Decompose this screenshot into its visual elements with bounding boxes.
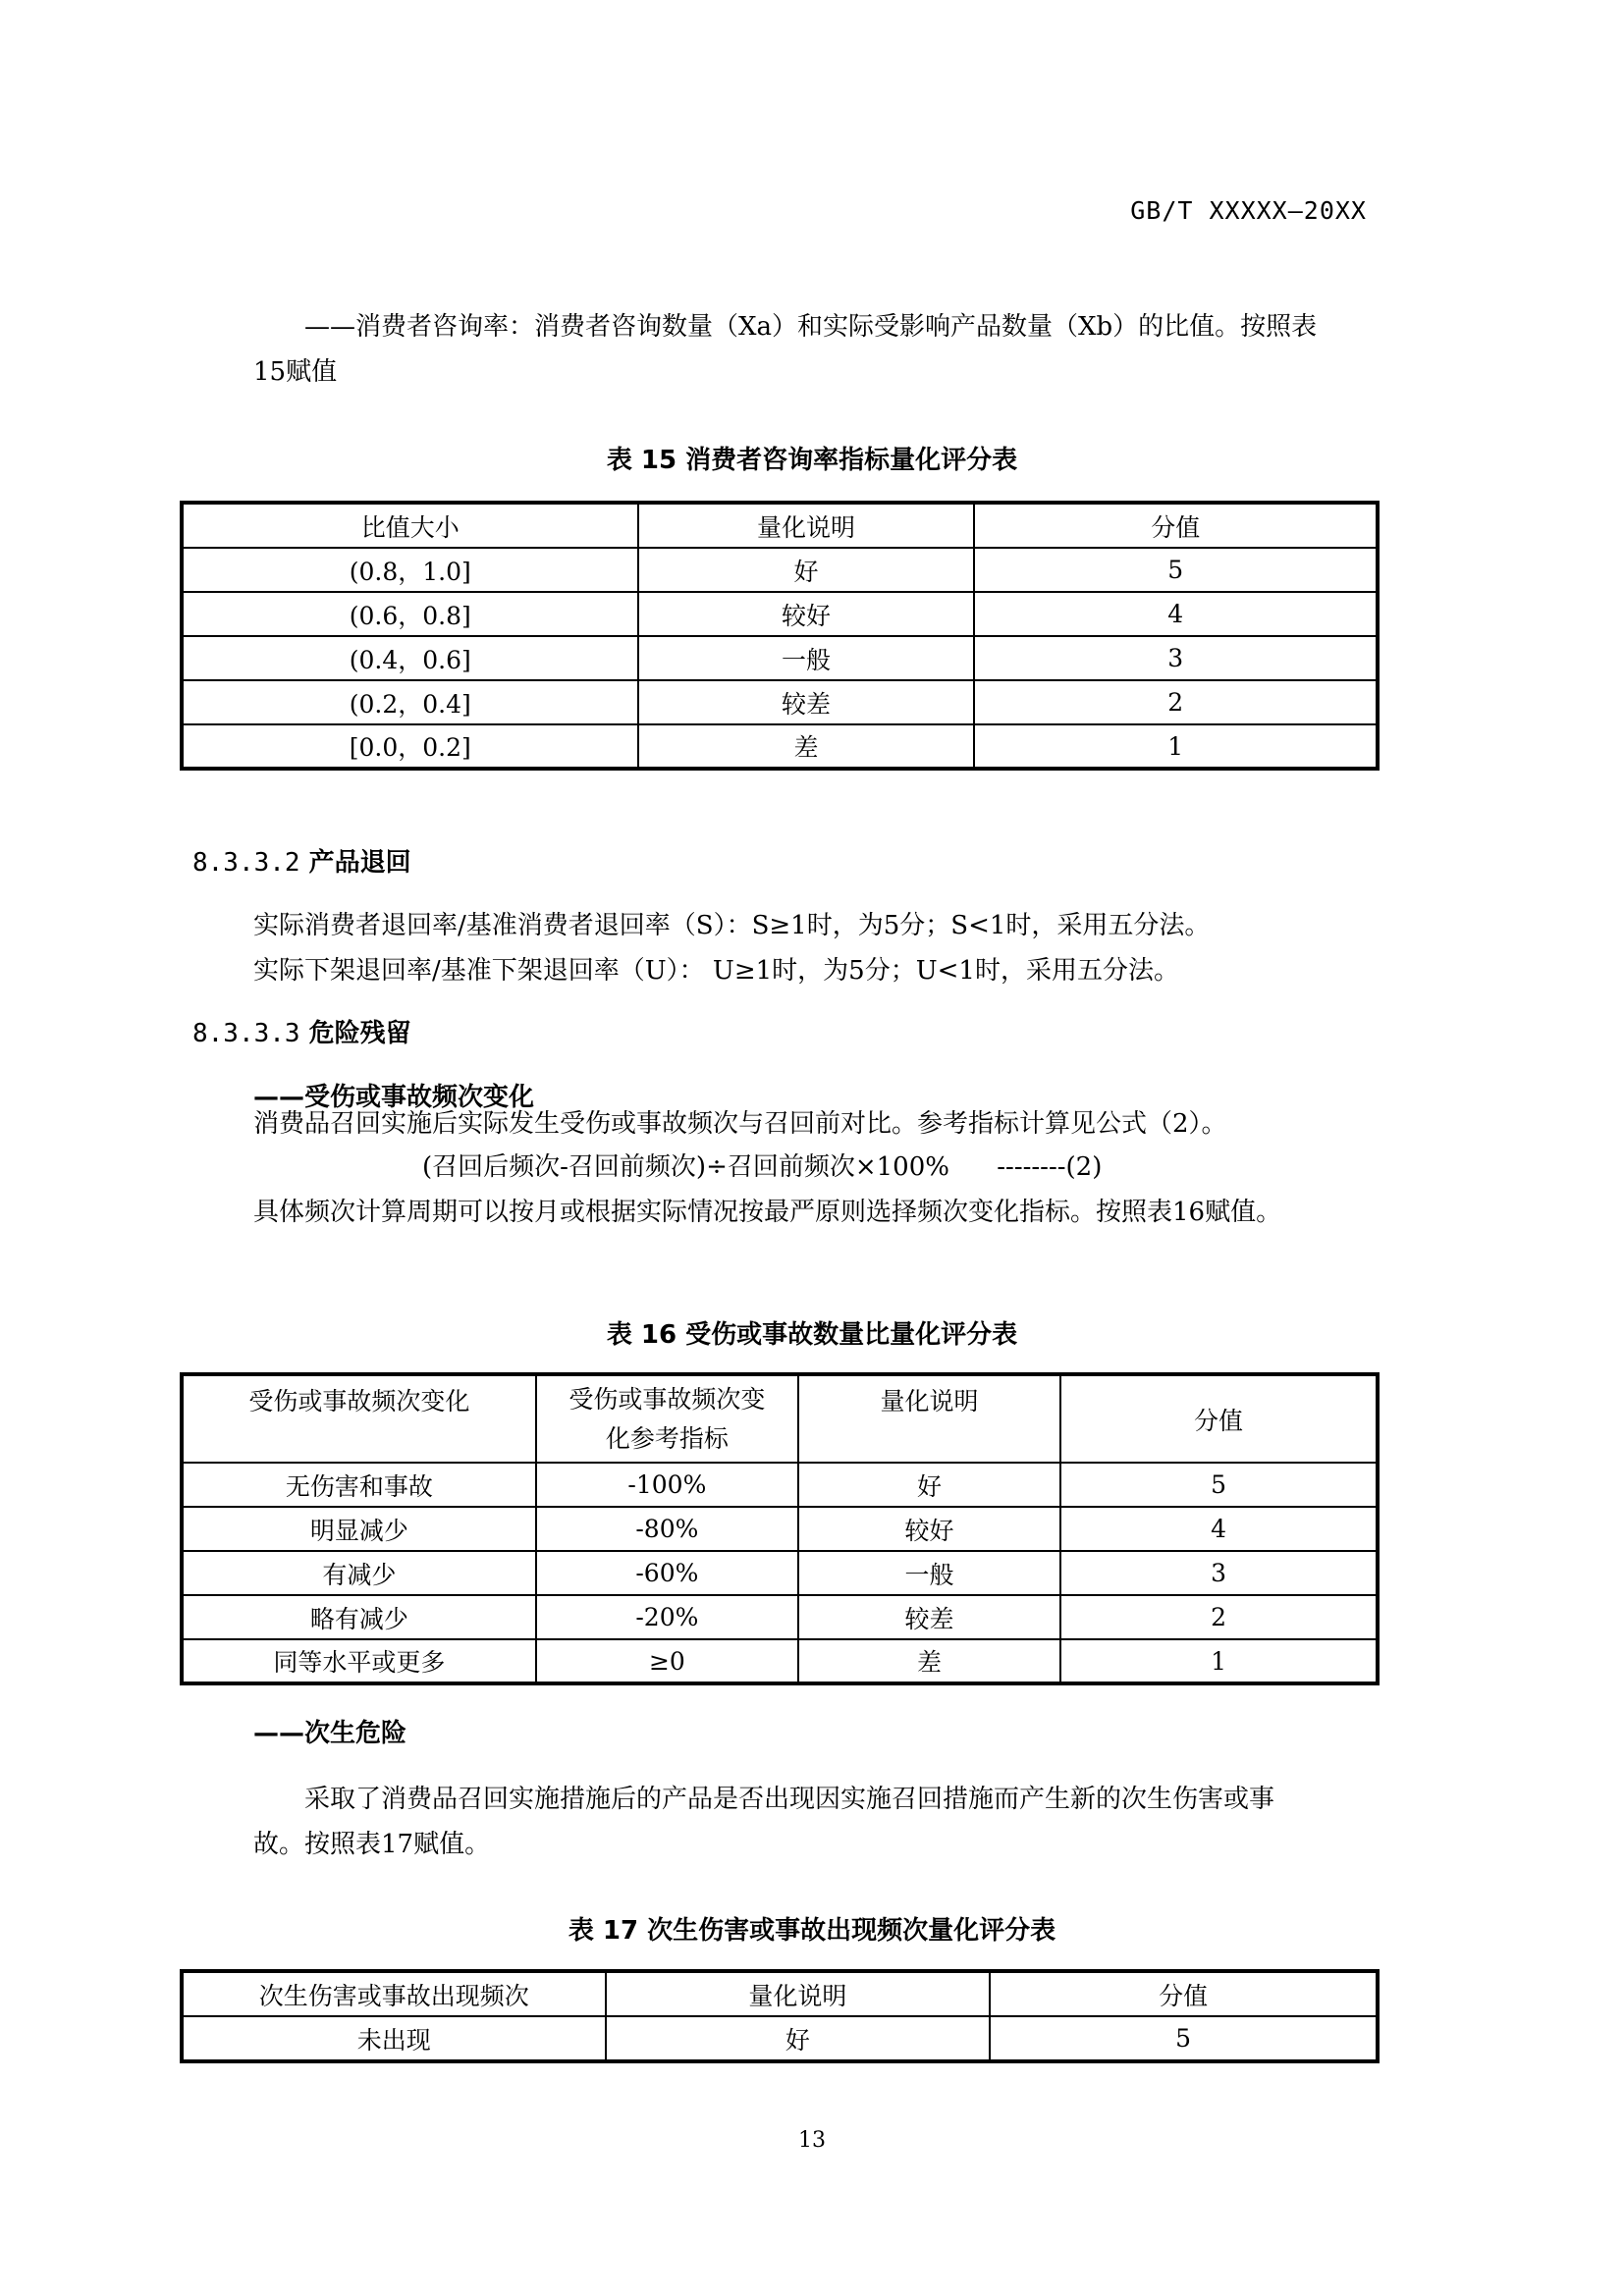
table-row: [182, 1595, 1378, 1639]
paragraph-line: 消费品召回实施后实际发生受伤或事故频次与召回前对比。参考指标计算见公式（2）。: [253, 1109, 1227, 1139]
column-header: 分值: [990, 1971, 1378, 2016]
table-cell: 一般: [798, 1551, 1060, 1595]
table-cell: ≥0: [536, 1639, 798, 1683]
table-row: [182, 724, 1378, 769]
paragraph-line: ——消费者咨询率：消费者咨询数量（Xa）和实际受影响产品数量（Xb）的比值。按照表: [304, 312, 1318, 342]
standard-code: GB/T XXXXX—20XX: [1130, 196, 1367, 225]
table-cell: 2: [974, 680, 1378, 724]
table-cell: 好: [606, 2016, 991, 2061]
table-cell: -100%: [536, 1463, 798, 1507]
paragraph-line: 实际消费者退回率/基准消费者退回率（S）：S≥1时，为5分；S<1时，采用五分法。: [253, 911, 1211, 940]
table-cell: 好: [798, 1463, 1060, 1507]
table-cell: 好: [638, 548, 975, 592]
column-header: 量化说明: [638, 503, 975, 548]
column-header: 量化说明: [606, 1971, 991, 2016]
section-title: 产品退回: [308, 848, 411, 878]
table-15: [180, 501, 1380, 771]
table-row: [182, 2016, 1378, 2061]
table-cell: (0.6，0.8]: [182, 592, 638, 636]
table-cell: 差: [638, 724, 975, 769]
table-row: [182, 680, 1378, 724]
table-cell: 5: [974, 548, 1378, 592]
subheading-secondary-hazard: ——次生危险: [253, 1719, 407, 1748]
table-cell: 3: [974, 636, 1378, 680]
column-header: 量化说明: [798, 1374, 1060, 1463]
table-cell: 2: [1060, 1595, 1378, 1639]
table-17-caption: 表 17 次生伤害或事故出现频次量化评分表: [568, 1916, 1056, 1946]
table-row: [182, 592, 1378, 636]
section-heading-8-3-3-2: [192, 842, 411, 879]
table-header-row: [182, 503, 1378, 548]
table-cell: 无伤害和事故: [182, 1463, 536, 1507]
table-cell: 较好: [638, 592, 975, 636]
formula-2: [422, 1147, 1102, 1183]
paragraph-line: 故。按照表17赋值。: [253, 1830, 491, 1859]
table-cell: (0.2，0.4]: [182, 680, 638, 724]
column-header-line: 受伤或事故频次变: [568, 1384, 766, 1414]
table-cell: 4: [974, 592, 1378, 636]
table-cell: -20%: [536, 1595, 798, 1639]
formula-expression: (召回后频次-召回前频次)÷召回前频次×100%: [422, 1152, 949, 1182]
table-header-row: [182, 1374, 1378, 1463]
paragraph-line: 采取了消费品召回实施措施后的产品是否出现因实施召回措施而产生新的次生伤害或事: [304, 1785, 1275, 1814]
column-header: [536, 1374, 798, 1463]
column-header: 比值大小: [182, 503, 638, 548]
section-number: 8.3.3.3: [192, 1019, 300, 1048]
section-title: 危险残留: [308, 1019, 411, 1048]
column-header: 受伤或事故频次变化: [182, 1374, 536, 1463]
table-header-row: [182, 1971, 1378, 2016]
formula-reference: --------(2): [997, 1152, 1103, 1182]
paragraph-secondary-hazard: [253, 1777, 1373, 1867]
table-cell: 较好: [798, 1507, 1060, 1551]
table-row: [182, 636, 1378, 680]
page-number: 13: [798, 2128, 826, 2153]
column-header-line: 化参考指标: [605, 1423, 729, 1453]
table-cell: 1: [974, 724, 1378, 769]
table-row: [182, 1507, 1378, 1551]
table-cell: 4: [1060, 1507, 1378, 1551]
table-cell: 1: [1060, 1639, 1378, 1683]
table-row: [182, 1639, 1378, 1683]
table-cell: 明显减少: [182, 1507, 536, 1551]
table-cell: -80%: [536, 1507, 798, 1551]
table-cell: 略有减少: [182, 1595, 536, 1639]
paragraph-line: 实际下架退回率/基准下架退回率（U）： U≥1时，为5分；U<1时，采用五分法。: [253, 956, 1179, 986]
table-cell: 未出现: [182, 2016, 606, 2061]
paragraph-line: 具体频次计算周期可以按月或根据实际情况按最严原则选择频次变化指标。按照表16赋值。: [253, 1198, 1282, 1227]
table-cell: (0.4，0.6]: [182, 636, 638, 680]
column-header: 分值: [1060, 1374, 1378, 1463]
table-cell: 同等水平或更多: [182, 1639, 536, 1683]
table-cell: 有减少: [182, 1551, 536, 1595]
table-cell: 3: [1060, 1551, 1378, 1595]
table-17: [180, 1969, 1380, 2063]
table-cell: -60%: [536, 1551, 798, 1595]
paragraph-consumer-inquiry: [253, 304, 1373, 395]
paragraph-line: 15赋值: [253, 357, 338, 387]
table-cell: 5: [990, 2016, 1378, 2061]
table-cell: (0.8，1.0]: [182, 548, 638, 592]
subheading-injury-frequency: ——受伤或事故频次变化: [253, 1083, 535, 1112]
section-number: 8.3.3.2: [192, 848, 300, 878]
table-15-caption: 表 15 消费者咨询率指标量化评分表: [606, 446, 1018, 475]
table-cell: 较差: [638, 680, 975, 724]
table-row: [182, 548, 1378, 592]
table-row: [182, 1551, 1378, 1595]
column-header: 次生伤害或事故出现频次: [182, 1971, 606, 2016]
table-cell: 一般: [638, 636, 975, 680]
column-header: 分值: [974, 503, 1378, 548]
table-cell: [0.0，0.2]: [182, 724, 638, 769]
table-16: [180, 1372, 1380, 1685]
section-heading-8-3-3-3: [192, 1013, 411, 1049]
table-row: [182, 1463, 1378, 1507]
table-cell: 5: [1060, 1463, 1378, 1507]
table-16-caption: 表 16 受伤或事故数量比量化评分表: [606, 1320, 1018, 1350]
table-cell: 较差: [798, 1595, 1060, 1639]
table-cell: 差: [798, 1639, 1060, 1683]
